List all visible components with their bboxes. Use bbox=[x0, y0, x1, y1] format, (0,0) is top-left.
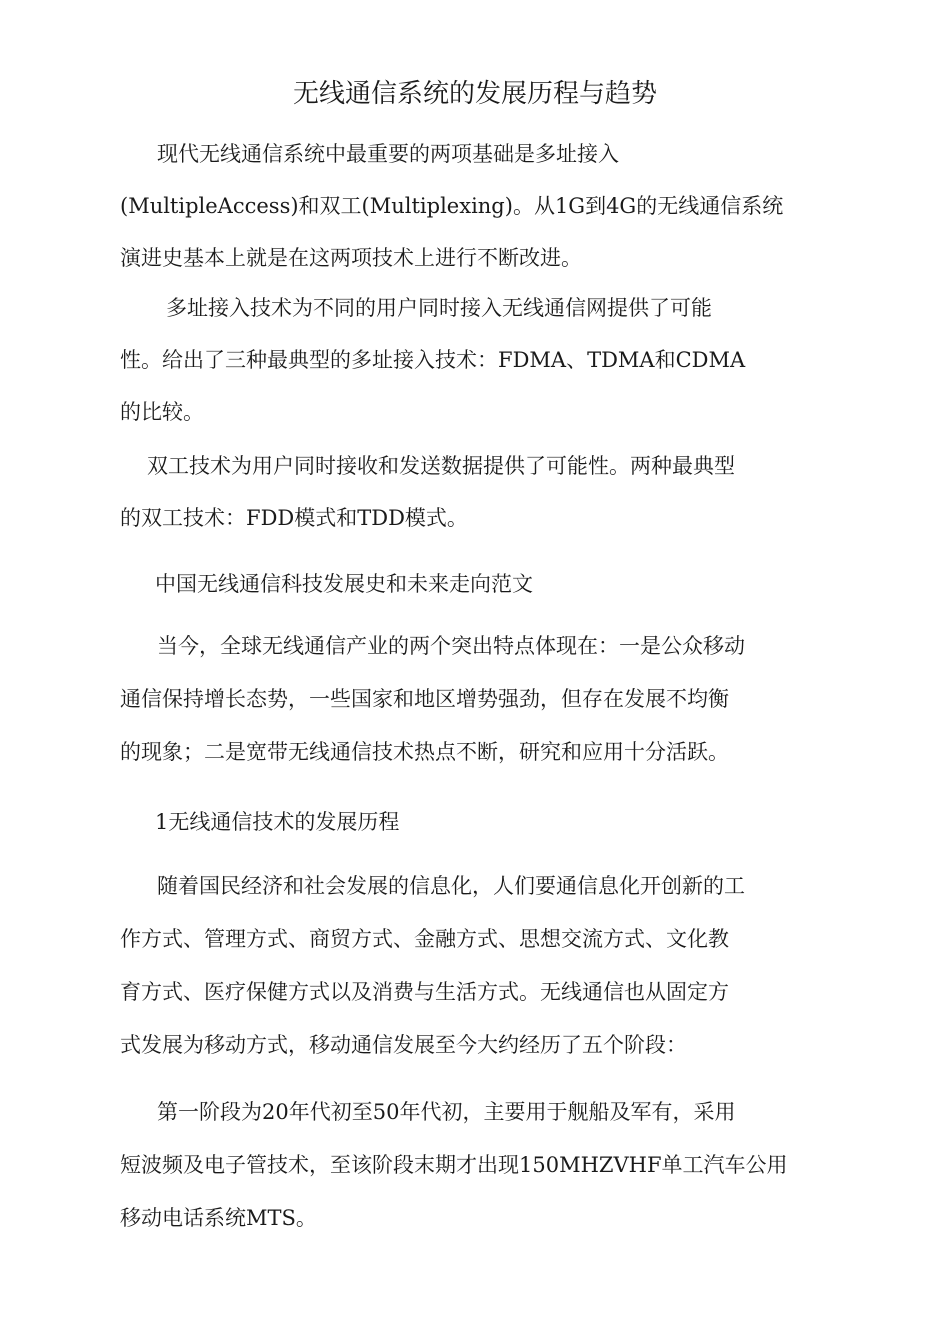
paragraph-first-stage bbox=[120, 1086, 840, 1245]
paragraph-line: 通信保持增长态势，一些国家和地区增势强劲，但存在发展不均衡 bbox=[120, 687, 729, 711]
paragraph-line: 当今，全球无线通信产业的两个突出特点体现在：一是公众移动 bbox=[157, 634, 745, 658]
paragraph-history-heading bbox=[120, 796, 840, 848]
paragraph-industry-features bbox=[120, 620, 840, 779]
paragraph-line: 作方式、管理方式、商贸方式、金融方式、思想交流方式、文化教 bbox=[120, 927, 729, 951]
paragraph-line: 演进史基本上就是在这两项技术上进行不断改进。 bbox=[120, 246, 582, 270]
paragraph-line: 中国无线通信科技发展史和未来走向范文 bbox=[155, 572, 533, 596]
paragraph-multiple-access-intro bbox=[120, 128, 840, 284]
paragraph-line: 的现象；二是宽带无线通信技术热点不断，研究和应用十分活跃。 bbox=[120, 740, 729, 764]
paragraph-line: 多址接入技术为不同的用户同时接入无线通信网提供了可能 bbox=[166, 296, 712, 320]
paragraph-line: 短波频及电子管技术，至该阶段末期才出现150MHZVHF单工汽车公用 bbox=[120, 1153, 788, 1177]
paragraph-line: 育方式、医疗保健方式以及消费与生活方式。无线通信也从固定方 bbox=[120, 980, 729, 1004]
paragraph-line: (MultipleAccess)和双工(Multiplexing)。从1G到4G的无线通信系统 bbox=[120, 194, 784, 218]
paragraph-line: 现代无线通信系统中最重要的两项基础是多址接入 bbox=[157, 142, 619, 166]
paragraph-line: 1无线通信技术的发展历程 bbox=[155, 810, 400, 834]
paragraph-line: 的双工技术：FDD模式和TDD模式。 bbox=[120, 506, 468, 530]
paragraph-line: 随着国民经济和社会发展的信息化，人们要通信息化开创新的工 bbox=[157, 874, 745, 898]
paragraph-multiple-access-tech bbox=[120, 282, 840, 438]
document-title: 无线通信系统的发展历程与趋势 bbox=[292, 79, 657, 109]
paragraph-line: 移动电话系统MTS。 bbox=[120, 1206, 317, 1230]
paragraph-line: 性。给出了三种最典型的多址接入技术：FDMA、TDMA和CDMA bbox=[120, 348, 746, 372]
paragraph-section-heading bbox=[120, 558, 840, 610]
paragraph-duplex-tech bbox=[120, 440, 840, 544]
paragraph-informatization bbox=[120, 860, 840, 1072]
paragraph-line: 式发展为移动方式，移动通信发展至今大约经历了五个阶段： bbox=[120, 1033, 687, 1057]
paragraph-line: 第一阶段为20年代初至50年代初，主要用于舰船及军有，采用 bbox=[157, 1100, 736, 1124]
paragraph-line: 的比较。 bbox=[120, 400, 204, 424]
paragraph-line: 双工技术为用户同时接收和发送数据提供了可能性。两种最典型 bbox=[147, 454, 735, 478]
